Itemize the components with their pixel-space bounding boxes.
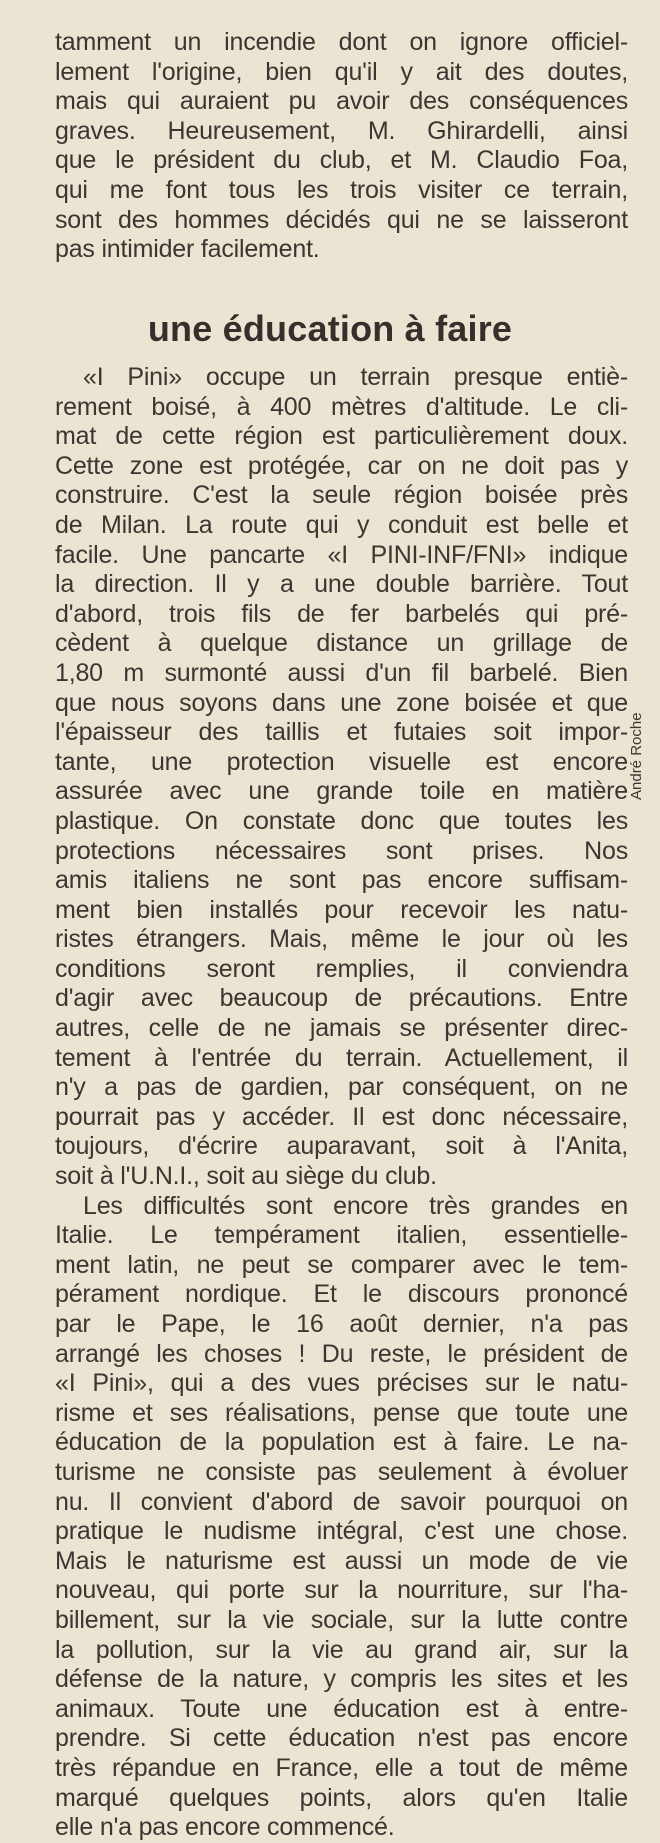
text-line: éducation de la population est à faire. Le na-	[55, 1428, 628, 1457]
text-line: mat de cette région est particulièrement doux.	[55, 422, 628, 451]
text-line: assurée avec une grande toile en matière	[55, 777, 628, 806]
text-line: Les difficultés sont encore très grandes en	[83, 1191, 628, 1220]
text-line: la pollution, sur la vie au grand air, sur la	[55, 1635, 628, 1664]
text-line: facile. Une pancarte «I PINI-INF/FNI» indique	[55, 540, 628, 569]
text-line: amis italiens ne sont pas encore suffisam-	[55, 866, 628, 895]
text-line: que nous soyons dans une zone boisée et que	[55, 688, 628, 717]
text-line: d'agir avec beaucoup de précautions. Entre	[55, 984, 628, 1013]
text-line: autres, celle de ne jamais se présenter direc-	[55, 1014, 628, 1043]
text-line: de Milan. La route qui y conduit est belle et	[55, 510, 628, 539]
text-line: plastique. On constate donc que toutes les	[55, 806, 628, 835]
article-body	[55, 363, 628, 1843]
text-line: protections nécessaires sont prises. Nos	[55, 836, 628, 865]
text-line: billement, sur la vie sociale, sur la lutte contre	[55, 1605, 628, 1634]
paragraph	[55, 363, 628, 1192]
text-line: cèdent à quelque distance un grillage de	[55, 629, 628, 658]
text-line: défense de la nature, y compris les sites et les	[55, 1665, 628, 1694]
text-line: pérament nordique. Et le discours prononcé	[55, 1280, 628, 1309]
text-line: n'y a pas de gardien, par conséquent, on ne	[55, 1073, 628, 1102]
text-line: «I Pini», qui a des vues précises sur le natu-	[55, 1369, 628, 1398]
text-line: toujours, d'écrire auparavant, soit à l'Anita,	[55, 1132, 628, 1161]
text-line: «I Pini» occupe un terrain presque entiè-	[83, 363, 628, 391]
text-line: par le Pape, le 16 août dernier, n'a pas	[55, 1310, 628, 1338]
text-line: arrangé les choses ! Du reste, le président de	[55, 1339, 628, 1368]
text-line: soit à l'U.N.I., soit au siège du club.	[55, 1162, 437, 1191]
text-line: ment bien installés pour recevoir les natu-	[55, 895, 628, 924]
text-line: la direction. Il y a une double barrière. Tout	[55, 570, 628, 599]
text-line: 1,80 m surmonté aussi d'un fil barbelé. Bien	[55, 658, 628, 687]
text-line: tement à l'entrée du terrain. Actuellement, il	[55, 1043, 628, 1072]
text-line: construire. C'est la seule région boisée près	[55, 481, 628, 510]
text-line: très répandue en France, elle a tout de même	[55, 1753, 628, 1782]
section-heading: une éducation à faire	[147, 308, 513, 349]
text-line: ristes étrangers. Mais, même le jour où les	[55, 925, 628, 954]
text-line: animaux. Toute une éducation est à entre-	[55, 1694, 628, 1723]
text-line: Cette zone est protégée, car on ne doit pas y	[55, 451, 628, 480]
photo-credit: André Roche	[628, 712, 645, 800]
text-line: tamment un incendie dont on ignore officiel-	[55, 28, 628, 56]
text-line: graves. Heureusement, M. Ghirardelli, ainsi	[55, 116, 628, 145]
text-line: lement l'origine, bien qu'il y ait des doutes,	[55, 57, 628, 86]
text-line: qui me font tous les trois visiter ce terrain,	[55, 175, 628, 204]
text-line: Mais le naturisme est aussi un mode de vie	[55, 1546, 628, 1575]
text-line: d'abord, trois fils de fer barbelés qui pré-	[55, 599, 628, 628]
text-line: risme et ses réalisations, pense que toute une	[55, 1398, 628, 1427]
text-line: pourrait pas y accéder. Il est donc nécessaire,	[55, 1102, 628, 1131]
paragraph	[55, 1192, 628, 1843]
text-line: que le président du club, et M. Claudio Foa,	[55, 146, 628, 175]
text-line: prendre. Si cette éducation n'est pas encore	[55, 1724, 628, 1753]
text-line: nouveau, qui porte sur la nourriture, sur l'ha-	[55, 1576, 628, 1605]
intro-paragraph	[55, 28, 628, 265]
text-line: pas intimider facilement.	[55, 235, 320, 264]
text-line: Italie. Le tempérament italien, essentielle-	[55, 1221, 628, 1250]
text-line: marqué quelques points, alors qu'en Italie	[55, 1783, 628, 1812]
text-line: nu. Il convient d'abord de savoir pourquoi on	[55, 1487, 628, 1516]
text-line: elle n'a pas encore commencé.	[55, 1813, 395, 1842]
text-line: mais qui auraient pu avoir des conséquences	[55, 87, 628, 116]
text-line: turisme ne consiste pas seulement à évoluer	[55, 1457, 628, 1486]
text-line: conditions seront remplies, il conviendra	[55, 954, 628, 983]
text-line: tante, une protection visuelle est encore	[55, 747, 628, 776]
text-line: pratique le nudisme intégral, c'est une chose.	[55, 1517, 628, 1546]
text-line: l'épaisseur des taillis et futaies soit impor-	[55, 718, 628, 747]
text-line: sont des hommes décidés qui ne se laisseront	[55, 205, 628, 234]
text-line: rement boisé, à 400 mètres d'altitude. Le cli-	[55, 392, 628, 421]
text-line: ment latin, ne peut se comparer avec le tem-	[55, 1250, 628, 1279]
